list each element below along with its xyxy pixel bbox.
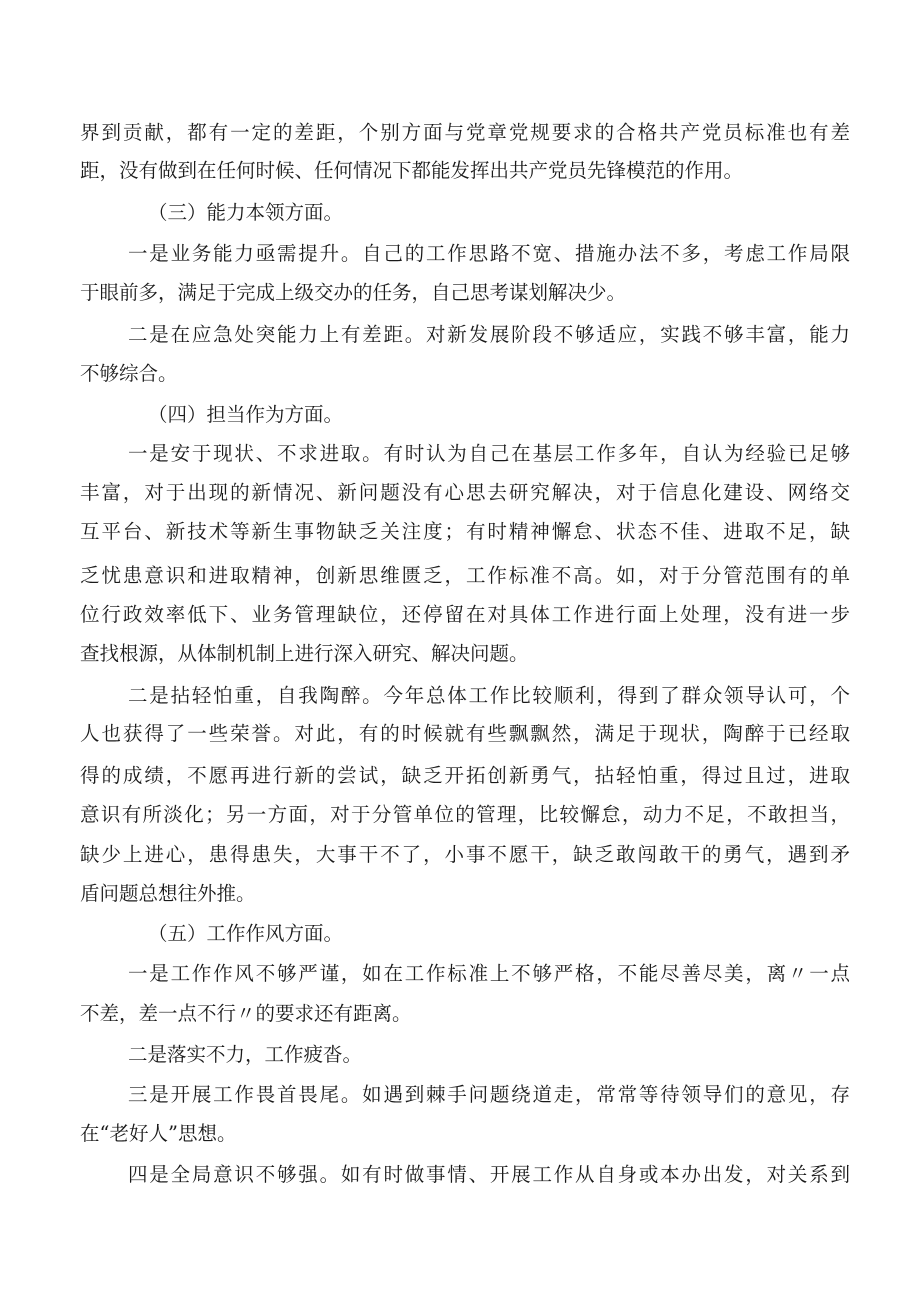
section-heading: （三）能力本领方面。 [148, 201, 344, 224]
text-line: 缺少上进心，患得患失，大事干不了，小事不愿干，缺乏敢闯敢干的勇气，遇到矛 [80, 843, 850, 866]
text-line: 一是工作作风不够严谨，如在工作标准上不够严格，不能尽善尽美，离〃一点 [128, 962, 850, 985]
text-line: 界到贡献，都有一定的差距，个别方面与党章党规要求的合格共产党员标准也有差 [80, 121, 850, 144]
text-line: 得的成绩，不愿再进行新的尝试，缺乏开拓创新勇气，拈轻怕重，得过且过，进取 [80, 764, 850, 787]
section-heading: （五）工作作风方面。 [148, 922, 344, 945]
text-line: 不差，差一点不行〃的要求还有距离。 [80, 1002, 412, 1025]
text-line: 一是安于现状、不求进取。有时认为自己在基层工作多年，自认为经验已足够 [128, 442, 850, 465]
text-line: 于眼前多，满足于完成上级交办的任务，自己思考谋划解决少。 [80, 281, 627, 304]
section-heading: （四）担当作为方面。 [148, 403, 344, 426]
text-line: 二是在应急处突能力上有差距。对新发展阶段不够适应，实践不够丰富，能力 [128, 323, 850, 346]
text-line: 在“老好人”思想。 [80, 1122, 237, 1145]
text-line: 互平台、新技术等新生事物缺乏关注度；有时精神懈怠、状态不佳、进取不足，缺 [80, 520, 850, 543]
text-line: 位行政效率低下、业务管理缺位，还停留在对具体工作进行面上处理，没有进一步 [80, 603, 850, 626]
text-line: 人也获得了一些荣誉。对此，有的时候就有些飘飘然，满足于现状，陶醉于已经取 [80, 722, 850, 745]
text-line: 查找根源，从体制机制上进行深入研究、解决问题。 [80, 642, 529, 665]
text-line: 距，没有做到在任何时候、任何情况下都能发挥出共产党员先锋模范的作用。 [80, 159, 744, 182]
text-line: 二是拈轻怕重，自我陶醉。今年总体工作比较顺利，得到了群众领导认可，个 [128, 684, 850, 707]
text-line: 一是业务能力亟需提升。自己的工作思路不宽、措施办法不多，考虑工作局限 [128, 242, 850, 265]
text-line: 乏忧患意识和进取精神，创新思维匮乏，工作标准不高。如，对于分管范围有的单 [80, 564, 850, 587]
text-line: 意识有所淡化；另一方面，对于分管单位的管理，比较懈怠，动力不足，不敢担当， [80, 803, 850, 826]
text-line: 三是开展工作畏首畏尾。如遇到棘手问题绕道走，常常等待领导们的意见，存 [128, 1083, 850, 1106]
text-line: 丰富，对于出现的新情况、新问题没有心思去研究解决，对于信息化建设、网络交 [80, 481, 850, 504]
text-line: 四是全局意识不够强。如有时做事情、开展工作从自身或本办出发，对关系到 [128, 1163, 850, 1186]
text-line: 二是落实不力，工作疲沓。 [128, 1043, 363, 1066]
text-line: 盾问题总想往外推。 [80, 882, 256, 905]
text-line: 不够综合。 [80, 362, 178, 385]
